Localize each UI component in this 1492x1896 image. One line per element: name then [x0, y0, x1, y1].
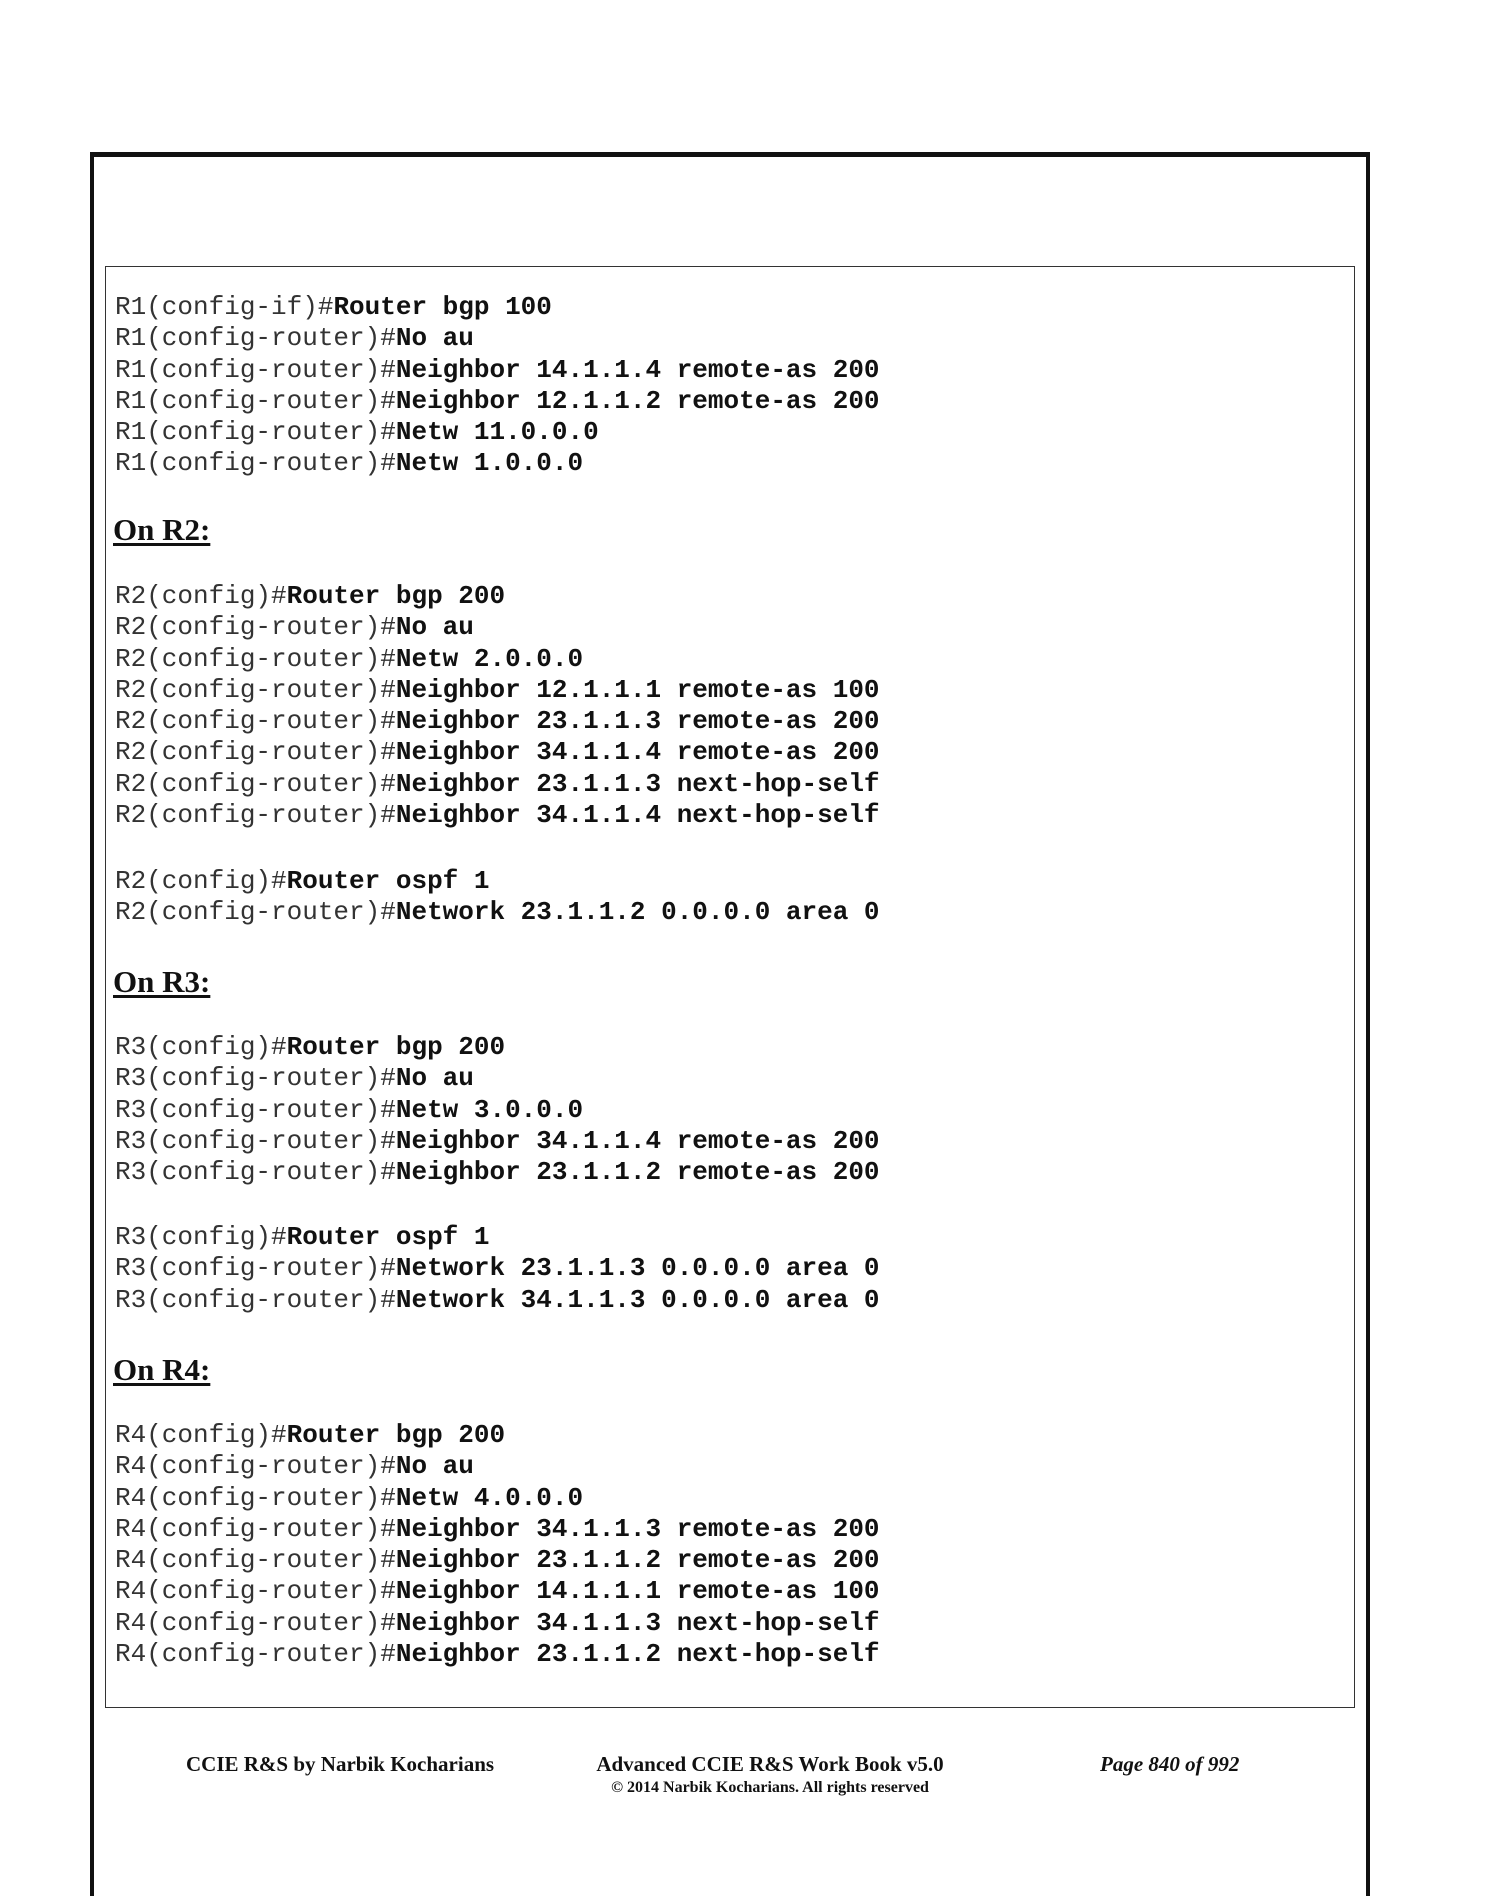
config-line: [115, 417, 880, 448]
config-line: [115, 737, 880, 768]
cli-prompt: R2(config-router)#: [115, 737, 396, 768]
config-line: [115, 644, 880, 675]
cli-prompt: R4(config-router)#: [115, 1639, 396, 1670]
config-line: [115, 581, 880, 612]
cli-prompt: R3(config)#: [115, 1032, 287, 1062]
cli-prompt: R3(config-router)#: [115, 1284, 396, 1315]
config-line: [115, 1451, 880, 1482]
heading-on-r3: On R3:: [113, 964, 211, 999]
config-line: [115, 1253, 880, 1284]
cli-command: No au: [395, 323, 474, 354]
heading-on-r4: On R4:: [113, 1352, 211, 1387]
cli-command: Router bgp 200: [286, 581, 506, 611]
config-line: [115, 1063, 880, 1094]
r1-bgp-config: [115, 292, 880, 480]
cli-prompt: R1(config-router)#: [115, 354, 396, 385]
config-line: [115, 1126, 880, 1157]
cli-command: Neighbor 34.1.1.4 next-hop-self: [395, 800, 880, 831]
cli-prompt: R3(config-router)#: [115, 1157, 396, 1188]
r3-ospf-config: [115, 1222, 880, 1316]
cli-prompt: R2(config-router)#: [115, 643, 396, 674]
r4-bgp-config: [115, 1420, 880, 1670]
config-line: [115, 675, 880, 706]
cli-prompt: R2(config)#: [115, 866, 287, 896]
config-line: [115, 897, 880, 928]
cli-prompt: R2(config-router)#: [115, 897, 396, 928]
cli-prompt: R1(config-router)#: [115, 385, 396, 416]
cli-command: Network 23.1.1.2 0.0.0.0 area 0: [395, 897, 880, 928]
cli-prompt: R4(config-router)#: [115, 1513, 396, 1544]
cli-prompt: R1(config-router)#: [115, 417, 396, 448]
cli-prompt: R2(config-router)#: [115, 674, 396, 705]
cli-prompt: R2(config-router)#: [115, 612, 396, 643]
cli-command: Router bgp 100: [333, 292, 552, 322]
cli-command: Neighbor 12.1.1.1 remote-as 100: [395, 674, 880, 705]
cli-prompt: R1(config-router)#: [115, 448, 396, 479]
cli-command: Neighbor 23.1.1.3 remote-as 200: [395, 706, 880, 737]
config-line: [115, 323, 880, 354]
cli-command: Neighbor 23.1.1.3 next-hop-self: [395, 768, 880, 799]
config-line: [115, 1032, 880, 1063]
cli-prompt: R2(config)#: [115, 581, 287, 611]
cli-prompt: R2(config-router)#: [115, 706, 396, 737]
footer-center: [560, 1752, 980, 1797]
config-line: [115, 1545, 880, 1576]
footer-page-number: Page 840 of 992: [1100, 1752, 1240, 1776]
r2-ospf-config: [115, 866, 880, 929]
config-line: [115, 706, 880, 737]
footer-copyright: © 2014 Narbik Kocharians. All rights reserved: [611, 1779, 929, 1796]
cli-command: Netw 11.0.0.0: [395, 417, 599, 448]
config-line: [115, 1420, 880, 1451]
config-line: [115, 1157, 880, 1188]
cli-command: Neighbor 14.1.1.4 remote-as 200: [395, 354, 880, 385]
config-line: [115, 1285, 880, 1316]
config-line: [115, 1608, 880, 1639]
config-line: [115, 1483, 880, 1514]
config-line: [115, 386, 880, 417]
cli-command: Netw 2.0.0.0: [395, 643, 584, 674]
cli-prompt: R4(config-router)#: [115, 1607, 396, 1638]
config-line: [115, 355, 880, 386]
config-line: [115, 1639, 880, 1670]
cli-command: Neighbor 12.1.1.2 remote-as 200: [395, 385, 880, 416]
config-line: [115, 1095, 880, 1126]
cli-prompt: R4(config-router)#: [115, 1482, 396, 1513]
cli-command: No au: [395, 612, 474, 643]
footer-book-title: Advanced CCIE R&S Work Book v5.0: [596, 1752, 944, 1776]
cli-command: Neighbor 14.1.1.1 remote-as 100: [395, 1576, 880, 1607]
cli-command: Neighbor 23.1.1.2 remote-as 200: [395, 1545, 880, 1576]
cli-prompt: R3(config-router)#: [115, 1253, 396, 1284]
r2-bgp-config: [115, 581, 880, 831]
cli-command: Router ospf 1: [286, 1222, 490, 1252]
cli-command: No au: [395, 1063, 474, 1094]
cli-prompt: R3(config-router)#: [115, 1063, 396, 1094]
cli-command: Router ospf 1: [286, 866, 490, 896]
config-line: [115, 1222, 880, 1253]
config-line: [115, 866, 880, 897]
cli-command: Netw 1.0.0.0: [395, 448, 584, 479]
page-footer: [0, 1752, 1492, 1812]
cli-prompt: R1(config-router)#: [115, 323, 396, 354]
cli-prompt: R4(config-router)#: [115, 1451, 396, 1482]
cli-prompt: R1(config-if)#: [115, 292, 334, 322]
cli-prompt: R2(config-router)#: [115, 800, 396, 831]
r3-bgp-config: [115, 1032, 880, 1188]
cli-command: Neighbor 34.1.1.3 next-hop-self: [395, 1607, 880, 1638]
config-line: [115, 800, 880, 831]
config-line: [115, 292, 880, 323]
cli-command: Neighbor 34.1.1.4 remote-as 200: [395, 737, 880, 768]
cli-command: Neighbor 23.1.1.2 remote-as 200: [395, 1157, 880, 1188]
cli-prompt: R3(config-router)#: [115, 1094, 396, 1125]
cli-prompt: R3(config-router)#: [115, 1125, 396, 1156]
cli-command: Neighbor 34.1.1.4 remote-as 200: [395, 1125, 880, 1156]
cli-command: Neighbor 34.1.1.3 remote-as 200: [395, 1513, 880, 1544]
cli-command: Network 23.1.1.3 0.0.0.0 area 0: [395, 1253, 880, 1284]
cli-command: Netw 4.0.0.0: [395, 1482, 584, 1513]
cli-prompt: R4(config-router)#: [115, 1545, 396, 1576]
cli-prompt: R3(config)#: [115, 1222, 287, 1252]
config-line: [115, 769, 880, 800]
config-line: [115, 1514, 880, 1545]
cli-prompt: R4(config-router)#: [115, 1576, 396, 1607]
cli-command: Neighbor 23.1.1.2 next-hop-self: [395, 1639, 880, 1670]
footer-author: CCIE R&S by Narbik Kocharians: [186, 1752, 495, 1776]
config-line: [115, 612, 880, 643]
cli-command: No au: [395, 1451, 474, 1482]
cli-command: Network 34.1.1.3 0.0.0.0 area 0: [395, 1284, 880, 1315]
cli-command: Router bgp 200: [286, 1420, 506, 1450]
heading-on-r2: On R2:: [113, 512, 211, 547]
cli-prompt: R4(config)#: [115, 1420, 287, 1450]
config-line: [115, 448, 880, 479]
config-line: [115, 1576, 880, 1607]
cli-command: Netw 3.0.0.0: [395, 1094, 584, 1125]
cli-prompt: R2(config-router)#: [115, 768, 396, 799]
cli-command: Router bgp 200: [286, 1032, 506, 1062]
